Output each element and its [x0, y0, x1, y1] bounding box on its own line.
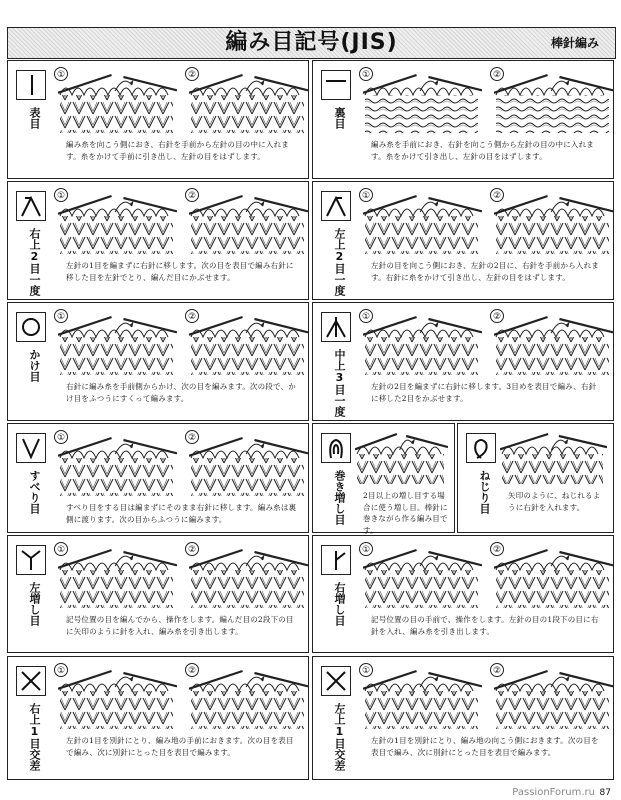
stitch-name: 左上1目交差 — [333, 703, 346, 771]
stitch-description: 記号位置の目の手前で、操作をします。左針の目の1段下の目に右針を入れ、編み糸を引き出します。 — [371, 615, 599, 636]
stitch-symbol-icon — [321, 545, 351, 575]
stitch-diagram-step-1 — [363, 315, 482, 381]
stitch-diagram-step-1 — [58, 548, 177, 614]
stitch-symbol-icon — [321, 70, 351, 100]
stitch-diagram-step-1 — [363, 669, 482, 735]
step-number-2: ② — [490, 542, 504, 556]
step-number-2: ② — [185, 67, 199, 81]
stitch-diagram — [500, 432, 607, 490]
stitch-cell-nejiri — [457, 423, 614, 533]
stitch-name: 左増し目 — [28, 582, 41, 626]
stitch-diagram-step-1 — [58, 669, 177, 735]
step-number-2: ② — [490, 309, 504, 323]
stitch-diagram-step-2 — [494, 315, 613, 381]
step-number-1: ① — [359, 188, 373, 202]
stitch-symbol-icon — [321, 191, 351, 221]
stitch-diagram-step-1 — [363, 194, 482, 260]
stitch-description: 左針の1目を編まずに右針に移します。次の目を表目で編み右針に移した目を左針でとり、編んだ目にかぶせます。 — [66, 261, 294, 282]
stitch-description: 左針の目を向こう側におき、左針の2目に、右針を手前から入れます。右針に糸をかけて引き出し、左針の目をはずします。 — [371, 261, 599, 282]
step-number-2: ② — [185, 430, 199, 444]
stitch-description: 左針の1目を別針にとり、編み地の手前におきます。次の目を表目で編み、次に別針にとった目を表目で編みます。 — [66, 736, 294, 757]
stitch-diagram-step-2 — [494, 548, 613, 614]
stitch-description: 矢印のように、ねじれるように右針を入れます。 — [508, 491, 601, 512]
stitch-name: 右上1目交差 — [28, 703, 41, 771]
step-number-2: ② — [490, 663, 504, 677]
stitch-diagram-step-2 — [494, 194, 613, 260]
stitch-diagram-step-2 — [494, 669, 613, 735]
stitch-diagram-step-1 — [58, 194, 177, 260]
page-header — [7, 27, 616, 59]
stitch-cell-suberi — [7, 423, 309, 533]
stitch-symbol-icon — [321, 433, 351, 463]
stitch-cell-migiue1 — [7, 656, 309, 780]
stitch-description: 右針に編み糸を手前側からかけ、次の目を編みます。次の段で、かけ目をふつうにすくって編みます。 — [66, 382, 296, 403]
stitch-symbol-icon — [16, 545, 46, 575]
stitch-symbol-icon — [321, 666, 351, 696]
stitch-description: 記号位置の目を編んでから、操作をします。編んだ目の2段下の目に矢印のように針を入れ、編み糸を引き出します。 — [66, 615, 294, 636]
stitch-symbol-icon — [16, 433, 46, 463]
step-number-1: ① — [54, 430, 68, 444]
step-number-1: ① — [359, 67, 373, 81]
stitch-name: 中上3目一度 — [333, 349, 346, 417]
step-number-1: ① — [54, 663, 68, 677]
stitch-diagram-step-2 — [189, 194, 308, 260]
stitch-name: すべり目 — [28, 470, 41, 514]
step-number-2: ② — [185, 309, 199, 323]
stitch-symbol-icon — [16, 191, 46, 221]
stitch-cell-kakeme — [7, 302, 309, 421]
page-subtitle: 棒針編み — [550, 36, 599, 50]
step-number-1: ① — [359, 309, 373, 323]
stitch-diagram-step-2 — [189, 436, 308, 502]
watermark: PassionForum.ru — [512, 787, 595, 798]
stitch-name: 右増し目 — [333, 582, 346, 626]
stitch-name: 右上2目一度 — [28, 228, 41, 296]
stitch-symbol-icon — [321, 312, 351, 342]
stitch-symbol-icon — [466, 433, 496, 463]
page-title: 編み目記号(JIS) — [225, 30, 398, 55]
stitch-diagram — [355, 432, 448, 490]
stitch-symbol-icon — [16, 70, 46, 100]
stitch-description: 編み糸を手前におき、右針を向こう側から左針の目の中に入れます。糸をかけて引き出し、左針の目をはずします。 — [371, 140, 594, 161]
step-number-2: ② — [185, 188, 199, 202]
stitch-cell-hidariue2 — [312, 181, 614, 300]
stitch-cell-nakaue3 — [312, 302, 614, 421]
page-number: 87 — [599, 788, 611, 798]
step-number-1: ① — [54, 542, 68, 556]
stitch-diagram-step-2 — [494, 73, 613, 139]
stitch-diagram-step-2 — [189, 669, 308, 735]
step-number-1: ① — [54, 188, 68, 202]
stitch-diagram-step-2 — [189, 315, 308, 381]
stitch-cell-migiue2 — [7, 181, 309, 300]
stitch-diagram-step-1 — [363, 548, 482, 614]
stitch-diagram-step-2 — [189, 73, 308, 139]
step-number-1: ① — [359, 542, 373, 556]
stitch-name: かけ目 — [28, 349, 41, 382]
step-number-2: ② — [185, 663, 199, 677]
stitch-diagram-step-1 — [58, 315, 177, 381]
stitch-name: 裏目 — [333, 107, 346, 129]
stitch-name: 表目 — [28, 107, 41, 129]
step-number-1: ① — [54, 309, 68, 323]
stitch-diagram-step-1 — [58, 73, 177, 139]
stitch-cell-ura — [312, 60, 614, 179]
stitch-description: すべり目をする目は編まずにそのまま右針に移します。編み糸は裏側に渡ります。次の目からふつうに編みます。 — [66, 503, 297, 524]
stitch-name: 巻き増し目 — [333, 470, 346, 525]
stitch-cell-makimashi — [312, 423, 455, 533]
stitch-cell-omote — [7, 60, 309, 179]
step-number-2: ② — [185, 542, 199, 556]
stitch-symbol-icon — [16, 312, 46, 342]
step-number-2: ② — [490, 188, 504, 202]
step-number-1: ① — [54, 67, 68, 81]
stitch-symbol-icon — [16, 666, 46, 696]
stitch-name: 左上2目一度 — [333, 228, 346, 296]
stitch-cell-hidariue1 — [312, 656, 614, 780]
stitch-description: 編み糸を向こう側におき、右針を手前から左針の目の中に入れます。糸をかけて手前に引き出し、左針の目をはずします。 — [66, 140, 289, 161]
stitch-diagram-step-2 — [189, 548, 308, 614]
stitch-cell-hidarimashi — [7, 535, 309, 653]
stitch-description: 左針の2目を編まずに右針に移します。3目めを表目で編み、右針に移した2目をかぶせます。 — [371, 382, 597, 403]
stitch-diagram-step-1 — [58, 436, 177, 502]
step-number-1: ① — [359, 663, 373, 677]
stitch-cell-migimashi — [312, 535, 614, 653]
stitch-name: ねじり目 — [478, 470, 491, 514]
stitch-description: 左針の1目を別針にとり、編み地の向こう側におきます。次の目を表目で編み、次に別針にとった目を表目で編みます。 — [371, 736, 599, 757]
step-number-2: ② — [490, 67, 504, 81]
stitch-diagram-step-1 — [363, 73, 482, 139]
stitch-description: 2目以上の増し目する場合に使う増し目。棒針に巻きながら作る編み目です。 — [363, 491, 448, 535]
